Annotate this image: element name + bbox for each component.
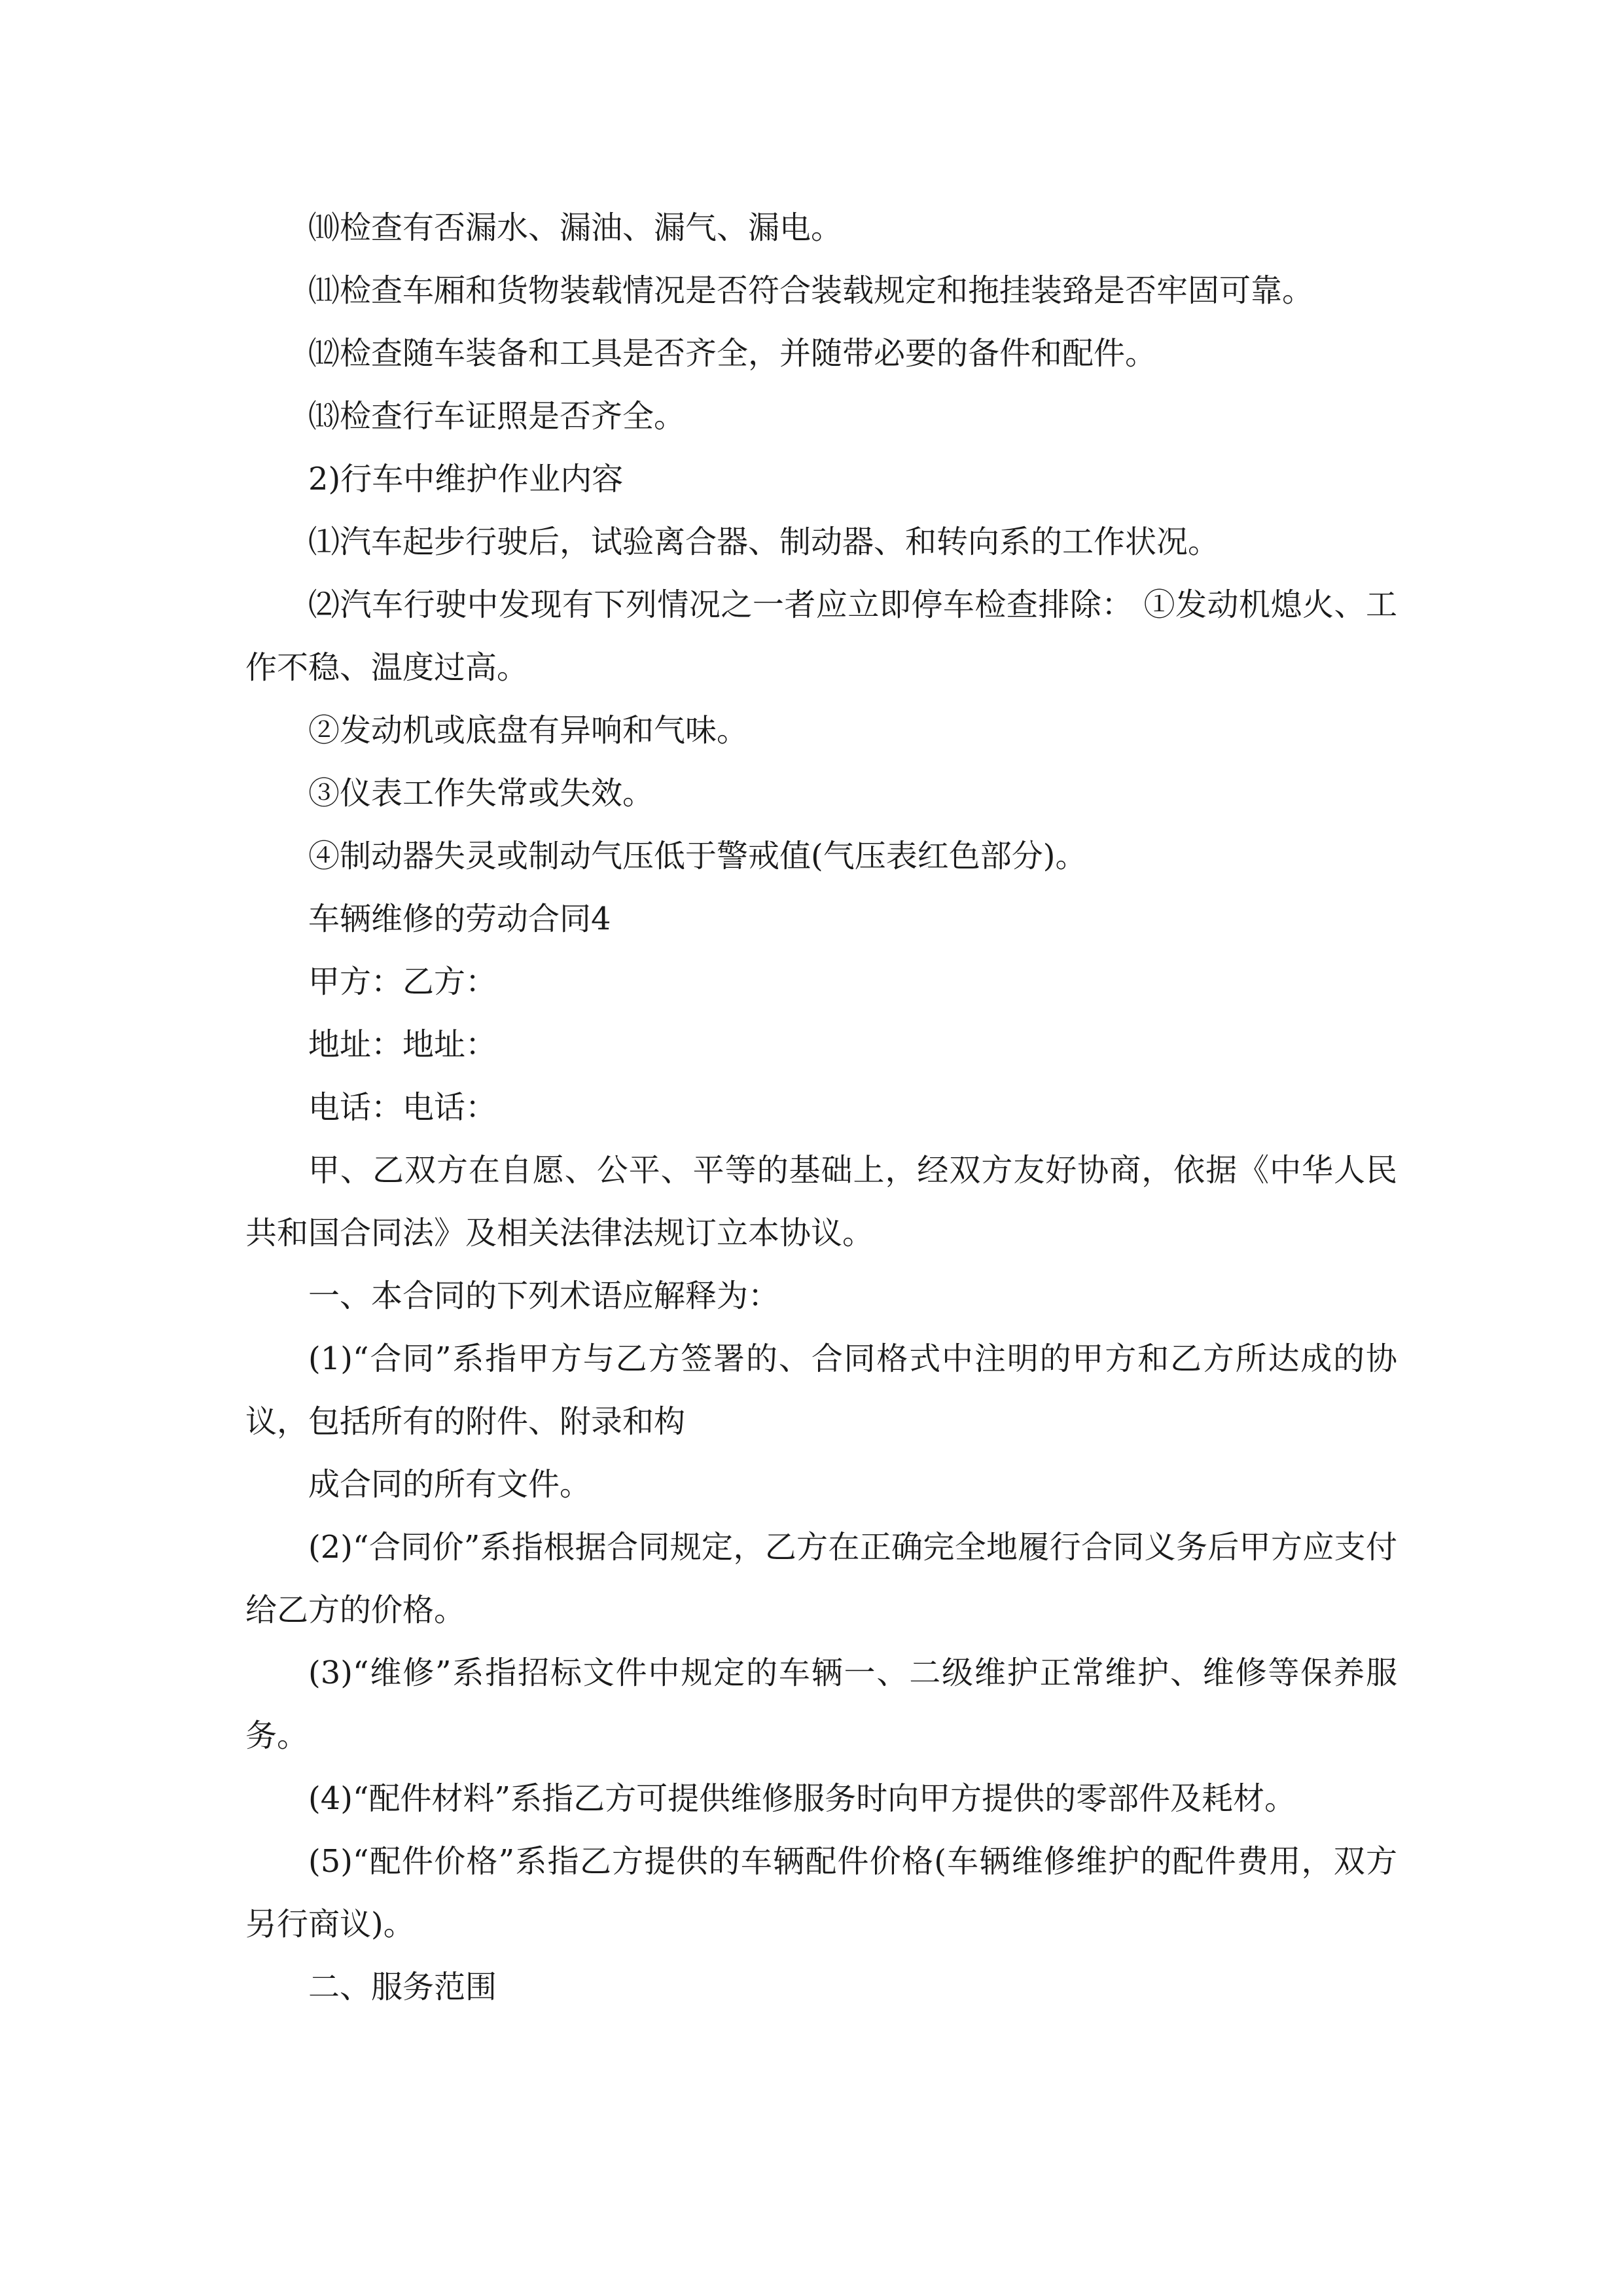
paragraph-check-license: ⒀检查行车证照是否齐全。 — [308, 398, 686, 435]
party-phone-line: 电话：电话： — [308, 1089, 497, 1126]
definition-contract: (1)“合同”系指甲方与乙方签署的、合同格式中注明的甲方和乙方所达成的协议，包括所有的附件、附录和构 — [245, 1340, 1397, 1440]
paragraph-check-cargo: ⑾检查车厢和货物装载情况是否符合装载规定和拖挂装臵是否牢固可靠。 — [308, 272, 1314, 309]
document-body — [245, 196, 1397, 2018]
definition-contract-price: (2)“合同价”系指根据合同规定，乙方在正确完全地履行合同义务后甲方应支付给乙方的价格。 — [245, 1529, 1397, 1628]
section-heading-service-scope: 二、服务范围 — [308, 1969, 497, 2005]
contract-title: 车辆维修的劳动合同4 — [308, 901, 611, 937]
paragraph-check-leaks: ⑽检查有否漏水、漏油、漏气、漏电。 — [308, 209, 843, 246]
paragraph-stop-conditions: ⑵汽车行驶中发现有下列情况之一者应立即停车检查排除： ①发动机熄火、工作不稳、温度过高。 — [245, 586, 1397, 686]
definition-parts-materials: (4)“配件材料”系指乙方可提供维修服务时向甲方提供的零部件及耗材。 — [308, 1780, 1296, 1817]
section-heading-definitions: 一、本合同的下列术语应解释为： — [308, 1278, 780, 1314]
paragraph-instrument-failure: ③仪表工作失常或失效。 — [308, 775, 654, 812]
definition-contract-continued: 成合同的所有文件。 — [308, 1466, 592, 1503]
party-address-line: 地址：地址： — [308, 1026, 497, 1063]
paragraph-abnormal-noise: ②发动机或底盘有异响和气味。 — [308, 712, 749, 749]
definition-repair: (3)“维修”系指招标文件中规定的车辆一、二级维护正常维护、维修等保养服务。 — [245, 1655, 1397, 1754]
contract-preamble: 甲、乙双方在自愿、公平、平等的基础上，经双方友好协商，依据《中华人民共和国合同法》及相关法律法规订立本协议。 — [245, 1152, 1397, 1251]
party-names-line: 甲方：乙方： — [308, 963, 497, 1000]
paragraph-check-equipment: ⑿检查随车装备和工具是否齐全，并随带必要的备件和配件。 — [308, 335, 1157, 372]
paragraph-test-brakes: ⑴汽车起步行驶后，试验离合器、制动器、和转向系的工作状况。 — [308, 524, 1220, 560]
definition-parts-price: (5)“配件价格”系指乙方提供的车辆配件价格(车辆维修维护的配件费用，双方另行商议)。 — [245, 1843, 1397, 1943]
paragraph-brake-failure: ④制动器失灵或制动气压低于警戒值(气压表红色部分)。 — [308, 838, 1087, 874]
section-heading-driving-maintenance: 2)行车中维护作业内容 — [308, 461, 624, 497]
